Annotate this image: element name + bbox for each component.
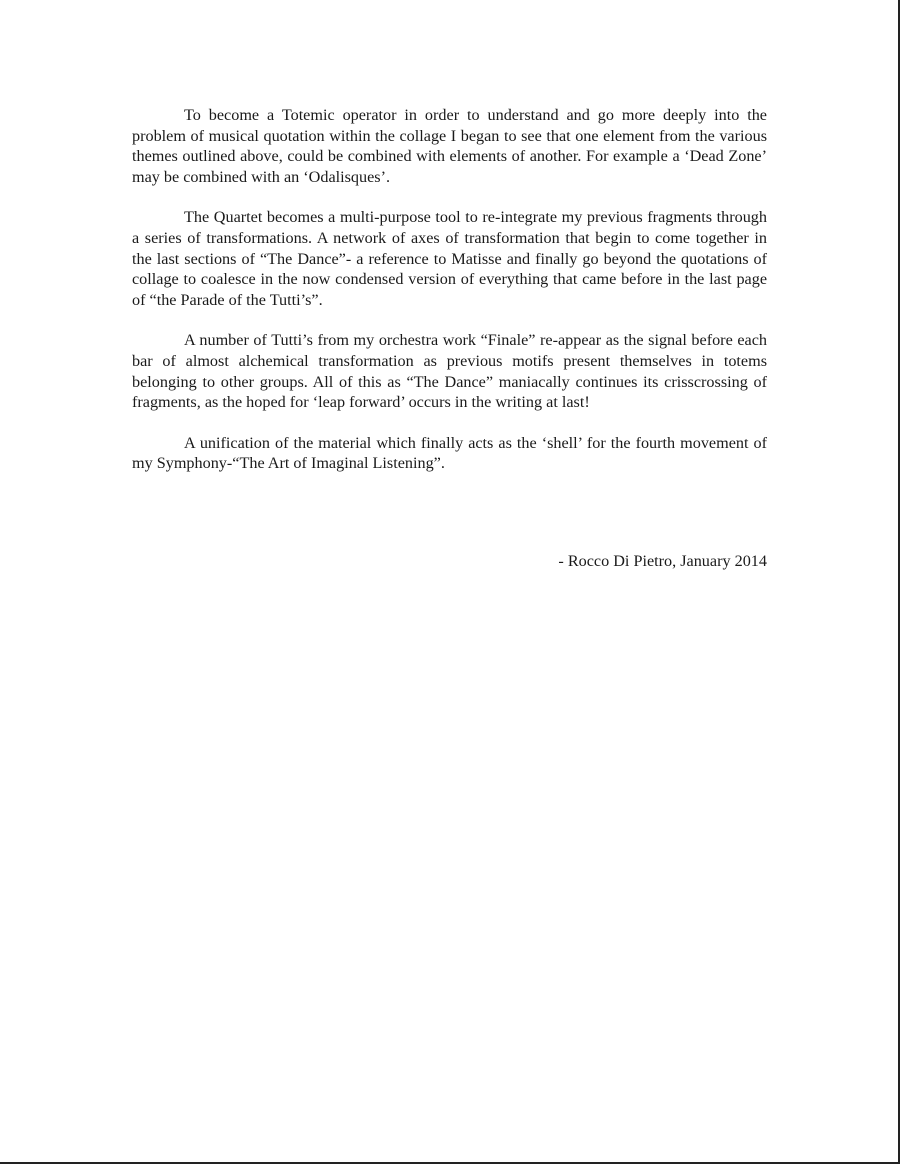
document-body [132, 105, 767, 494]
signature-line: - Rocco Di Pietro, January 2014 [558, 552, 767, 570]
paragraph-tuttis: A number of Tutti’s from my orchestra work “Finale” re-appear as the signal before each bar of almost alchemical transformation as previous motifs present themselves in totems belonging to other groups. All of this as “The Dance” maniacally continues its crisscrossing of fragments, as the hoped for ‘leap forward’ occurs in the writing at last! [132, 331, 767, 412]
paragraph-totemic-operator: To become a Totemic operator in order to understand and go more deeply into the problem of musical quotation within the collage I began to see that one element from the various themes outlined above, could be combined with elements of another. For example a ‘Dead Zone’ may be combined with an ‘Odalisques’. [132, 106, 767, 186]
paragraph-unification: A unification of the material which finally acts as the ‘shell’ for the fourth movement of my Symphony-“The Art of Imaginal Listening”. [132, 433, 767, 473]
paragraph-quartet: The Quartet becomes a multi-purpose tool to re-integrate my previous fragments through a series of transformations. A network of axes of transformation that begin to come together in the last sections of “The Dance”- a reference to Matisse and finally go beyond the quotations of collage to coalesce in the now condensed version of everything that came before in the last page of “the Parade of the Tutti’s”. [132, 208, 767, 309]
